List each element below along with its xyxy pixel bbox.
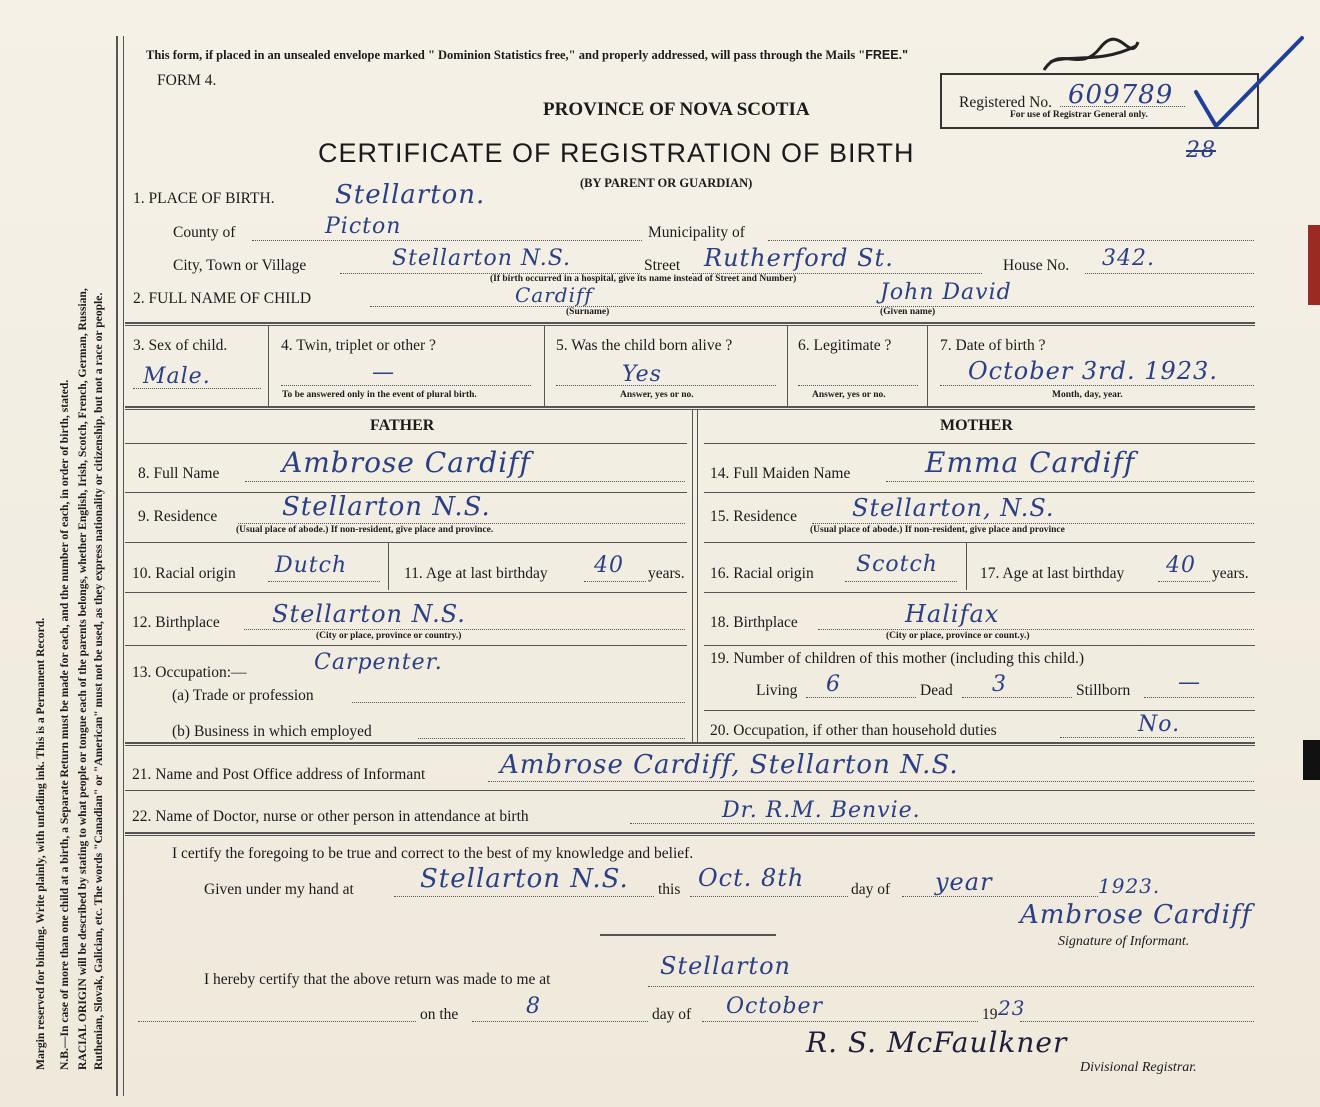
city-label: City, Town or Village <box>173 257 307 274</box>
mother-residence-caption: (Usual place of abode.) If non-resident, give place and province <box>810 525 1065 535</box>
given-name-caption: (Given name) <box>880 307 936 317</box>
on-the-label: on the <box>420 1006 459 1023</box>
father-race-value: Dutch <box>275 553 348 578</box>
attendant-value: Dr. R.M. Benvie. <box>722 798 921 823</box>
living-value: 6 <box>826 672 841 697</box>
father-occupation-label: 13. Occupation:— <box>132 664 247 681</box>
street-value: Rutherford St. <box>704 244 894 272</box>
margin-rule-inner <box>123 36 124 1096</box>
mother-race-label: 16. Racial origin <box>710 565 814 582</box>
father-age-label: 11. Age at last birthday <box>404 565 548 582</box>
registrar-certify-label: I hereby certify that the above return was made to me at <box>204 971 551 988</box>
living-label: Living <box>756 682 798 699</box>
father-residence-label: 9. Residence <box>138 508 218 525</box>
mail-note: This form, if placed in an unsealed envelope marked " Dominion Statistics free," and properly addressed, will pass through the Mails "FREE." <box>146 48 909 62</box>
father-occupation-value: Carpenter. <box>314 650 443 675</box>
informant-signature: Ambrose Cardiff <box>1020 900 1253 930</box>
attendant-label: 22. Name of Doctor, nurse or other person in attendance at birth <box>132 808 529 825</box>
twin-label: 4. Twin, triplet or other ? <box>281 337 436 354</box>
alive-caption: Answer, yes or no. <box>620 390 694 400</box>
mother-birthplace-value: Halifax <box>905 600 1000 628</box>
day-of2-label: day of <box>652 1006 692 1023</box>
dead-label: Dead <box>920 682 953 699</box>
registered-label: Registered No. <box>959 94 1052 111</box>
year2-prefix: 19 <box>982 1006 998 1023</box>
mother-birthplace-label: 18. Birthplace <box>710 614 798 631</box>
house-value: 342. <box>1102 246 1155 271</box>
legitimate-caption: Answer, yes or no. <box>812 390 886 400</box>
margin-nb-note: N.B.—In case of more than one child at a birth, a Separate Return must be made for each, and the number of each, in order of birth, stated. <box>58 379 71 1070</box>
year2-value: 23 <box>998 996 1026 1020</box>
father-name-label: 8. Full Name <box>138 465 220 482</box>
twin-value: — <box>372 360 395 385</box>
dead-value: 3 <box>992 672 1007 697</box>
signature-caption: Signature of Informant. <box>1058 934 1190 949</box>
child-name-label: 2. FULL NAME OF CHILD <box>133 290 312 307</box>
on-day-value: 8 <box>526 994 541 1019</box>
informant-value: Ambrose Cardiff, Stellarton N.S. <box>500 750 959 780</box>
trade-label: (a) Trade or profession <box>172 687 314 704</box>
stamp-scribble-icon <box>1040 34 1142 80</box>
registrar-signature: R. S. McFaulkner <box>806 1026 1068 1059</box>
place-of-birth-label: 1. PLACE OF BIRTH. <box>133 190 275 207</box>
street-label: Street <box>644 257 681 274</box>
page-title: CERTIFICATE OF REGISTRATION OF BIRTH <box>318 138 915 168</box>
children-count-label: 19. Number of children of this mother (including this child.) <box>710 650 1085 667</box>
mother-heading: MOTHER <box>940 417 1013 434</box>
mother-race-value: Scotch <box>856 552 938 577</box>
father-birthplace-caption: (City or place, province or country.) <box>316 631 462 641</box>
margin-racial-note-2: Ruthenian, Slovak, Galician, etc. The words "Canadian" or "American" must not be used, as they express nationality or citizenship, but not a race or people. <box>92 292 105 1070</box>
margin-racial-note-1: RACIAL ORIGIN will be described by stating to what people or tongue each of the parents belongs, whether English, Irish, Scotch, French, German, Russian, <box>76 288 89 1070</box>
mother-occupation-value: No. <box>1138 712 1181 737</box>
father-name-value: Ambrose Cardiff <box>282 446 531 479</box>
dob-label: 7. Date of birth ? <box>940 337 1046 354</box>
father-heading: FATHER <box>370 417 435 434</box>
mother-years: years. <box>1212 565 1249 582</box>
father-residence-caption: (Usual place of abode.) If non-resident, give place and province. <box>236 525 494 535</box>
business-label: (b) Business in which employed <box>172 723 372 740</box>
form-number: FORM 4. <box>157 72 217 89</box>
margin-rule <box>116 36 118 1096</box>
sex-value: Male. <box>143 364 211 389</box>
mother-birthplace-caption: (City or place, province or count.y.) <box>886 631 1030 641</box>
mother-name-label: 14. Full Maiden Name <box>710 465 851 482</box>
county-value: Picton <box>325 214 402 239</box>
day-of-label: day of <box>851 881 891 898</box>
hospital-note: (If birth occurred in a hospital, give its name instead of Street and Number) <box>490 274 797 284</box>
certify-year-value: 1923. <box>1098 874 1161 898</box>
stillborn-value: — <box>1178 670 1201 695</box>
stillborn-label: Stillborn <box>1076 682 1131 699</box>
child-given-name: John David <box>880 280 1012 305</box>
house-label: House No. <box>1003 257 1070 274</box>
province-heading: PROVINCE OF NOVA SCOTIA <box>543 99 810 120</box>
place-of-birth-value: Stellarton. <box>335 180 486 210</box>
municipality-label: Municipality of <box>648 224 745 241</box>
mother-residence-value: Stellarton, N.S. <box>852 494 1055 522</box>
this-label: this <box>658 881 681 898</box>
given-place-value: Stellarton N.S. <box>420 864 629 894</box>
year-word-value: year <box>935 868 993 896</box>
registered-number: 609789 <box>1068 80 1174 110</box>
corner-number: 28 <box>1186 138 1216 163</box>
dob-value: October 3rd. 1923. <box>968 357 1218 385</box>
given-under-label: Given under my hand at <box>204 881 354 898</box>
alive-value: Yes <box>622 362 662 387</box>
county-label: County of <box>173 224 236 241</box>
mother-age-value: 40 <box>1166 553 1196 578</box>
certify-statement: I certify the foregoing to be true and correct to the best of my knowledge and belief. <box>172 845 694 862</box>
surname-caption: (Surname) <box>566 307 610 317</box>
checkmark-icon <box>1190 32 1308 132</box>
page-subtitle: (BY PARENT OR GUARDIAN) <box>580 176 753 190</box>
child-surname: Cardiff <box>515 283 593 307</box>
informant-label: 21. Name and Post Office address of Informant <box>132 766 426 783</box>
father-birthplace-value: Stellarton N.S. <box>272 600 466 628</box>
father-age-value: 40 <box>594 553 624 578</box>
legitimate-label: 6. Legitimate ? <box>798 337 892 354</box>
mother-residence-label: 15. Residence <box>710 508 797 525</box>
this-day-value: Oct. 8th <box>698 864 805 892</box>
city-value: Stellarton N.S. <box>392 246 572 271</box>
month-value: October <box>726 994 824 1019</box>
registrar-place-value: Stellarton <box>660 952 791 980</box>
margin-binding-note: Margin reserved for binding. Write plainly, with unfading ink. This is a Permanent Record. <box>34 617 47 1070</box>
registrar-caption: Divisional Registrar. <box>1080 1060 1197 1075</box>
registrar-note: For use of Registrar General only. <box>1010 110 1148 120</box>
father-residence-value: Stellarton N.S. <box>282 492 491 522</box>
father-years: years. <box>648 565 685 582</box>
father-birthplace-label: 12. Birthplace <box>132 614 220 631</box>
father-race-label: 10. Racial origin <box>132 565 236 582</box>
twin-caption: To be answered only in the event of plural birth. <box>282 390 477 400</box>
mother-occupation-label: 20. Occupation, if other than household duties <box>710 722 997 739</box>
mother-name-value: Emma Cardiff <box>925 446 1136 479</box>
dob-caption: Month, day, year. <box>1052 390 1123 400</box>
binding-tab <box>1303 740 1320 780</box>
mother-age-label: 17. Age at last birthday <box>980 565 1125 582</box>
alive-label: 5. Was the child born alive ? <box>556 337 733 354</box>
sex-label: 3. Sex of child. <box>133 337 228 354</box>
edge-mark <box>1308 225 1320 305</box>
